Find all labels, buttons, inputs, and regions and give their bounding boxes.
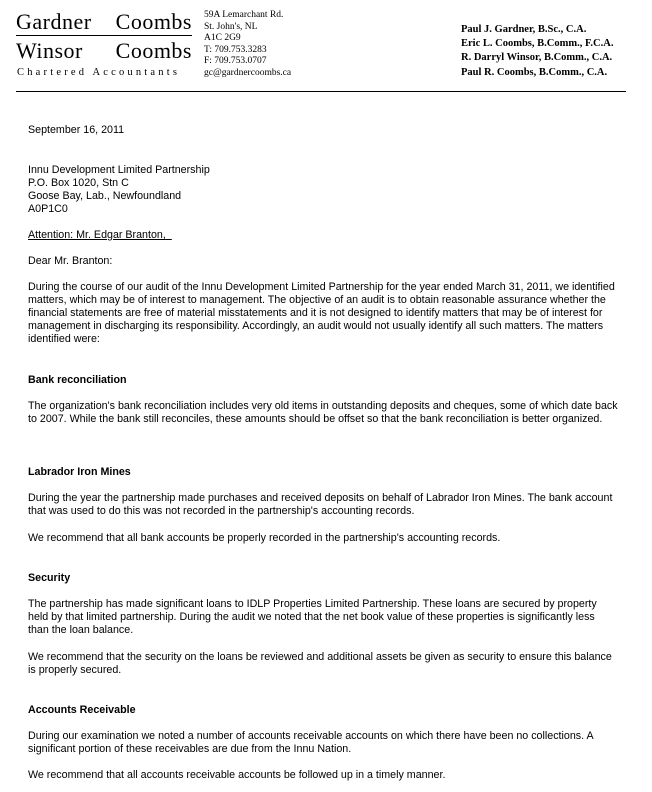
recipient-line: P.O. Box 1020, Stn C [28,177,129,190]
fax-line: F: 709.753.0707 [204,56,267,67]
recipient-line: Goose Bay, Lab., Newfoundland [28,190,182,203]
firm-name-divider [16,35,192,36]
firm-address [204,10,291,80]
partner-name: R. Darryl Winsor, B.Comm., C.A. [461,52,613,64]
section-paragraph: During the year the partnership made purchases and received deposits on behalf of Labrador Iron Mines. The bank account that was used to do this was not recorded in the partnership's accounting records. [28,492,613,518]
letter-date: September 16, 2011 [28,124,125,136]
section-paragraph: The partnership has made significant loans to IDLP Properties Limited Partnership. These loans are secured by property held by that limited partnership. During the audit we noted that the net book value of these properties is significantly less than the loan balance. [28,598,597,637]
firm-word: Coombs [115,9,192,34]
attention-line: Attention: Mr. Edgar Branton, [28,229,166,241]
firm-name-line1 [16,10,192,34]
section-paragraph: During our examination we noted a number of accounts receivable accounts on which there have been no collections. A significant portion of these receivables are due from the Innu Nation. [28,730,594,756]
firm-word: Gardner [16,9,92,34]
section-paragraph: We recommend that all bank accounts be properly recorded in the partnership's accounting records. [28,532,501,544]
address-line: 59A Lemarchant Rd. [204,10,284,20]
letterhead-divider [16,91,626,92]
salutation: Dear Mr. Branton: [28,255,113,267]
partner-name: Eric L. Coombs, B.Comm., F.C.A. [461,38,614,50]
section-heading-labrador-iron-mines: Labrador Iron Mines [28,466,131,478]
firm-subtitle: Chartered Accountants [17,67,181,78]
section-paragraph: We recommend that all accounts receivable accounts be followed up in a timely manner. [28,769,446,781]
recipient-address [28,164,618,216]
section-heading-bank-reconciliation: Bank reconciliation [28,374,127,386]
phone-line: T: 709.753.3283 [204,44,267,55]
partner-name: Paul R. Coombs, B.Comm., C.A. [461,66,608,78]
partner-name: Paul J. Gardner, B.Sc., C.A. [461,24,587,35]
section-paragraph: We recommend that the security on the loans be reviewed and additional assets be given as security to ensure this balance is properly secured. [28,651,612,677]
intro-paragraph: During the course of our audit of the Innu Development Limited Partnership for the year ended March 31, 2011, we identified matters, which may be of interest to management. The objective of an audit is to obtain reasonable assurance whether the financial statements are free of material misstatements and it is not designed to identify matters that may be of interest for management in discharging its responsibility. Accordingly, an audit would not usually identify all such matters. The matters identified were: [28,281,615,346]
section-heading-accounts-receivable: Accounts Receivable [28,704,136,716]
address-line: A1C 2G9 [204,33,241,44]
recipient-line: Innu Development Limited Partnership [28,164,210,176]
address-line: St. John's, NL [204,21,258,32]
partners-list [461,23,613,80]
firm-word: Winsor [16,38,83,63]
firm-word: Coombs [115,38,192,63]
section-paragraph: The organization's bank reconciliation includes very old items in outstanding deposits and cheques, some of which date back to 2007. While the bank still reconciles, these amounts should be offset so that the bank reconciliation is better organized. [28,400,618,426]
section-heading-security: Security [28,572,71,584]
email-link[interactable]: gc@gardnercoombs.ca [204,67,292,78]
recipient-line: A0P1C0 [28,203,68,216]
firm-name-line2 [16,39,192,63]
attention-line-wrap [28,229,618,242]
